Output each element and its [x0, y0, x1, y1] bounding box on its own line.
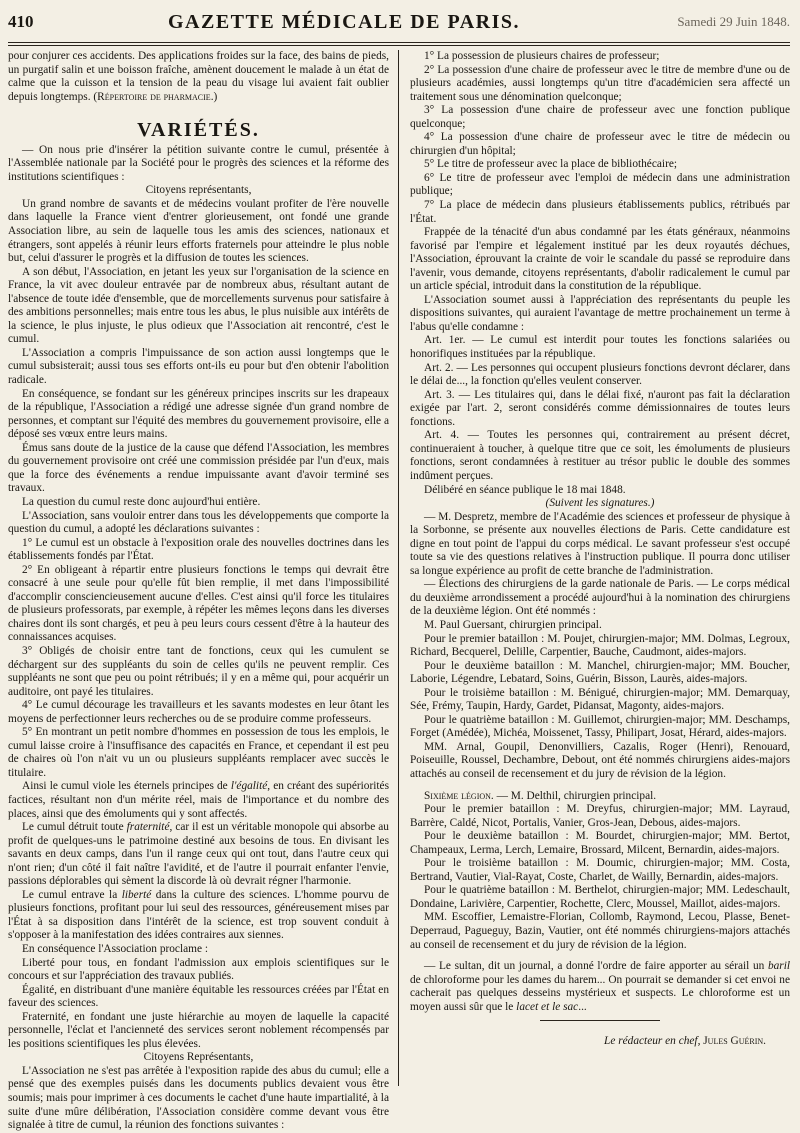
paragraph: Liberté pour tous, en fondant l'admission aux emplois scientifiques sur le concours et sur l'appréciation des travaux publiés. [8, 956, 389, 983]
nomination-line: Pour le quatrième bataillon : M. Berthelot, chirurgien-major; MM. Ledeschault, Dondaine, Larivière, Carpentier, Rochette, Clerc, Moussel, Maillot, aides-majors. [410, 884, 790, 910]
nomination-line: Pour le troisième bataillon : M. Bénigué, chirurgien-major; MM. Demarquay, Sée, Frémy, Taupin, Hardy, Gardet, Pidansat, Magonty, aides-majors. [410, 686, 790, 713]
left-column [8, 50, 399, 1132]
nomination-line: Pour le deuxième bataillon : M. Manchel, chirurgien-major; MM. Boucher, Laborie, Légendre, Lebatard, Soins, Guérin, Bisson, Laurès, aides-majors. [410, 659, 790, 686]
paragraph: En conséquence l'Association proclame : [22, 943, 209, 955]
journal-title: GAZETTE MÉDICALE DE PARIS. [167, 10, 521, 33]
declaration-item: 4° Le cumul décourage les travailleurs et les savants modestes en leur ôtant les moyens de perfectionner leurs recherches ou de se produire comme professeurs. [8, 699, 389, 725]
paragraph: L'Association soumet aussi à l'appréciation des représentants du peuple les dispositions suivantes, qui auraient l'avantage de mettre prochainement un terme à l'abus qu'elle condamne : [410, 293, 790, 333]
right-column [399, 50, 790, 1086]
paragraph: L'Association ne s'est pas arrêtée à l'exposition rapide des abus du cumul; elle a pensé que des exemples puisés dans les documents publics devaient vous être soumis; mais pour imprimer à ces documents le cachet d'une haute impartialité, à la suite d'une mûre délibération, l'Association considère comme devant vous être signalée à titre de cumul, la réunion des fonctions suivantes : [8, 1064, 389, 1132]
editor-signature: Le rédacteur en chef, Jules Guérin. [604, 1035, 766, 1048]
news-item: — Élections des chirurgiens de la garde nationale de Paris. — Le corps médical du deuxième arrondissement a procédé aujourd'hui à la nomination des chirurgiens de la deuxième légion. Ont été nommés : [410, 578, 790, 618]
page-number: 410 [8, 12, 34, 31]
article-columns [8, 50, 790, 1132]
cumul-item: 4° La possession d'une chaire de professeur avec le titre de médecin ou chirurgien d'un hôpital; [410, 131, 790, 157]
nomination-line: Pour le premier bataillon : M. Poujet, chirurgien-major; MM. Dolmas, Legroux, Richard, Becquerel, Delille, Carpentier, Bauche, Caudmont, aides-majors. [410, 632, 790, 659]
news-item: — M. Despretz, membre de l'Académie des sciences et professeur de physique à la Sorbonne, se présente aux nouvelles élections de Paris. Cette candidature est digne en tout point de l'appui du corps médical. Le savant professeur s'est occupé toute sa vie des questions relatives à l'instruction publique. Il pourra donc utiliser sa longue expérience au profit de cette branche de l'administration. [410, 510, 790, 577]
continuation-paragraph: pour conjurer ces accidents. Des applications froides sur la face, des bains de pieds, un purgatif salin et une boisson fraîche, amènent doucement le malade à un état de calme que la cuisson et la tension de la peau du visage lui avaient fait oublier depuis longtemps. (Répertoire de pharmacie.) [8, 50, 389, 103]
declaration-item: 2° En obligeant à répartir entre plusieurs fonctions le temps qui devrait être consacré à une seule pour qu'elle fût bien remplie, il met dans l'impossibilité d'accomplir consciencieusement aucune d'elles. C'est ainsi qu'il force les titulaires de plusieurs professorats, par exemple, à répéter les mêmes leçons dans les diverses chaires dont ils sont chargés, et peu à peu leurs cours cessent d'être à la hauteur des connaissances acquises. [8, 563, 389, 644]
paragraph: Fraternité, en fondant une juste hiérarchie au moyen de laquelle la capacité personnelle, l'éclat et l'ancienneté des services seront noblement récompensés par les positions scientifiques les plus élevées. [8, 1010, 389, 1050]
divider [540, 1020, 660, 1021]
spacer [410, 782, 790, 790]
paragraph: La question du cumul reste donc aujourd'hui entière. [22, 495, 261, 508]
spacer [410, 952, 790, 960]
paragraph: A son début, l'Association, en jetant les yeux sur l'organisation de la science en France, la vit avec douleur entravée par de nombreux abus, résultant autant de l'absence de toute idée d'ensemble, que de morcellements survenus pour satisfaire à des ambitions personnelles; mais entre tous les abus, le plus nuisible aux intérêts de la science, le plus injuste, le plus odieux que l'Association ait rencontré, c'est le cumul. [8, 265, 389, 346]
paragraph: Un grand nombre de savants et de médecins voulant profiter de l'ère nouvelle dans laquelle la France vient d'entrer glorieusement, ont fondé une grande Association libre, au sein de laquelle tous les amis des sciences, nationaux et étrangers, sont appelés à réunir leurs efforts fraternels pour atteindre le plus noble but, celui d'assurer le progrès et la diffusion de toutes les sciences. [8, 197, 389, 265]
decree-article: Art. 4. — Toutes les personnes qui, contrairement au présent décret, continueraient à toucher, à quelque titre que ce soit, les émoluments de plusieurs fonctions, seront condamnées à restituer au trésor public le double des sommes indûment perçues. [410, 429, 790, 482]
paragraph: En conséquence, se fondant sur les généreux principes inscrits sur les drapeaux de la république, l'Association a rédigé une adresse signée d'un grand nombre de personnes, et comptant sur l'équité des membres du gouvernement provisoire, elle a déposé ses vœux entre leurs mains. [8, 387, 389, 441]
paragraph: Égalité, en distribuant d'une manière équitable les ressources créées par l'État en faveur des sciences. [8, 983, 389, 1010]
paragraph: Le cumul entrave la liberté dans la culture des sciences. L'homme pourvu de plusieurs fonctions, profitant pour lui seul des ressources, généreusement mises par l'État à sa disposition dans l'intérêt de la science, est trop souvent conduit à s'opposer à la manifestation des idées contraires aux siennes. [8, 888, 389, 942]
decree-article: Art. 3. — Les titulaires qui, dans le délai fixé, n'auront pas fait la déclaration exigée par l'art. 2, seront considérés comme démissionnaires de toutes leurs fonctions. [410, 388, 790, 428]
petition-intro: — On nous prie d'insérer la pétition suivante contre le cumul, présentée à l'Assemblée nationale par la Société pour le progrès des sciences et la réforme des institutions scientifiques : [8, 143, 389, 183]
news-item: — Le sultan, dit un journal, a donné l'ordre de faire apporter au sérail un baril de chloroforme pour les dames du harem... On pourrait se demander si cet envoi ne cacherait pas quelques desseins mystérieux et suspects. Le chloroforme est un moyen aussi sûr que le lacet et le sac... [410, 960, 790, 1013]
legion-heading: Sixième légion. — M. Delthil, chirurgien principal. [424, 789, 657, 802]
nomination-line: M. Paul Guersant, chirurgien principal. [424, 618, 602, 631]
declaration-item: 5° En montrant un petit nombre d'hommes en possession de tous les emplois, le cumul laisse croire à l'insuffisance des capacités en France, et cependant il est peu de chaires où l'on n'ait vu un ou plusieurs suppléants remplacer avec succès le titulaire. [8, 726, 389, 779]
paragraph: L'Association a compris l'impuissance de son action aussi longtemps que le cumul subsisterait; aussi tous ses efforts ont-ils eu pour but d'en obtenir l'abolition radicale. [8, 346, 389, 387]
paragraph: Émus sans doute de la justice de la cause que défend l'Association, les membres du gouvernement provisoire ont créé une commission présidée par l'un d'eux, mais que la force des événements a rendue impuissante avant d'avoir terminé ses travaux. [8, 441, 389, 495]
decree-article: Art. 2. — Les personnes qui occupent plusieurs fonctions devront déclarer, dans le délai de..., la fonction qu'elles veulent conserver. [410, 361, 790, 388]
dateline: Samedi 29 Juin 1848. [677, 14, 790, 29]
nomination-line: Pour le quatrième bataillon : M. Guillemot, chirurgien-major; MM. Deschamps, Forget (Amédée), Michéa, Moissenet, Tassy, Philipart, Josat, Hérard, aides-majors. [410, 713, 790, 740]
declaration-item: 3° Obligés de choisir entre tant de fonctions, ceux qui les cumulent se déchargent sur des suppléants du soin de celles qu'ils ne peuvent remplir. Ces suppléants ne sont que peu ou point rétribués; il y en a même qui, pour acquérir un auditoire, ont payé les titulaires. [8, 644, 389, 698]
signatures-note: (Suivent les signatures.) [545, 497, 655, 510]
paragraph: L'Association, sans vouloir entrer dans tous les développements que comporte la question du cumul, a adopté les déclarations suivantes : [8, 509, 389, 536]
salutation: Citoyens représentants, [145, 184, 252, 197]
nomination-line: Pour le troisième bataillon : M. Doumic, chirurgien-major; MM. Costa, Bertrand, Vautier, Vial-Rayat, Coste, Charlet, de Wailly, Bernardin, aides-majors. [410, 857, 790, 883]
source-citation: (Répertoire de pharmacie.) [93, 90, 218, 103]
cumul-item: 5° Le titre de professeur avec la place de bibliothécaire; [424, 158, 678, 171]
cumul-item: 7° La place de médecin dans plusieurs établissements publics, rétribués par l'État. [410, 199, 790, 225]
paragraph: Frappée de la ténacité d'un abus condamné par les états généraux, néanmoins favorisé par l'empire et légalement institué par les deux royautés déchues, l'Association, éprouvant la crainte de voir le scandale du passé se reproduire dans l'avenir, vous demande, citoyens représentants, d'abolir radicalement le cumul par un article spécial, introduit dans la constitution de la république. [410, 226, 790, 293]
deliberation-line: Délibéré en séance publique le 18 mai 1848. [424, 483, 626, 496]
cumul-item: 6° Le titre de professeur avec l'emploi de médecin dans une administration publique; [410, 171, 790, 198]
cumul-item: 2° La possession d'une chaire de professeur avec le titre de membre d'une ou de plusieurs académies, aussi longtemps qu'un titre d'académicien sera affecté un traitement sous une dénomination quelconque; [410, 63, 790, 103]
declaration-item: 1° Le cumul est un obstacle à l'exposition orale des nouvelles doctrines dans les établissements fondés par l'État. [8, 536, 389, 563]
salutation: Citoyens Représentants, [143, 1051, 254, 1064]
decree-article: Art. 1er. — Le cumul est interdit pour toutes les fonctions salariées ou honorifiques instituées par la république. [410, 334, 790, 361]
section-title: VARIÉTÉS. [137, 119, 260, 142]
paragraph: Ainsi le cumul viole les éternels principes de l'égalité, en créant des supériorités factices, résultant non d'un mérite réel, mais de l'importance et du nombre des places, ainsi que des émoluments qui y sont affectés. [8, 780, 390, 820]
nomination-line: MM. Arnal, Goupil, Denonvilliers, Cazalis, Roger (Henri), Renouard, Poiseuille, Roussel, Dechambre, Debout, ont été nommés chirurgiens aides-majors attachés au conseil de recensement et du jury de révision de la légion. [410, 740, 790, 780]
nomination-line: Pour le premier bataillon : M. Dreyfus, chirurgien-major; MM. Layraud, Barrère, Caldé, Nicot, Portalis, Vanier, Gros-Jean, Debous, aides-majors. [410, 803, 790, 829]
cumul-item: 3° La possession d'une chaire de professeur avec une fonction publique quelconque; [410, 104, 790, 130]
nomination-line: Pour le deuxième bataillon : M. Bourdet, chirurgien-major; MM. Bertot, Champeaux, Lerma, Lerch, Lemaire, Brossard, Milcent, Bernardin, aides-majors. [410, 830, 790, 856]
cumul-item: 1° La possession de plusieurs chaires de professeur; [424, 50, 660, 62]
paragraph: Le cumul détruit toute fraternité, car il est un véritable monopole qui absorbe au profit de quelques-uns le patrimoine destiné aux besoins de tous. En divisant les savants en deux camps, dans l'un il range ceux qui ont tout, dans l'autre ceux qui n'ont rien; d'un côté il fait naître l'avidité, et de l'autre il pourrait enfanter l'envie, passions déplorables qui sèment la discorde là où devrait régner l'harmonie. [8, 821, 389, 888]
nomination-line: MM. Escoffier, Lemaistre-Florian, Collomb, Raymond, Lecou, Plasse, Benet-Deperraud, Pagueguy, Bazin, Vautier, ont été nommés chirurgiens-majors attachés au conseil de recensement et du jury de révision de la légion. [410, 911, 790, 951]
masthead [8, 2, 790, 43]
